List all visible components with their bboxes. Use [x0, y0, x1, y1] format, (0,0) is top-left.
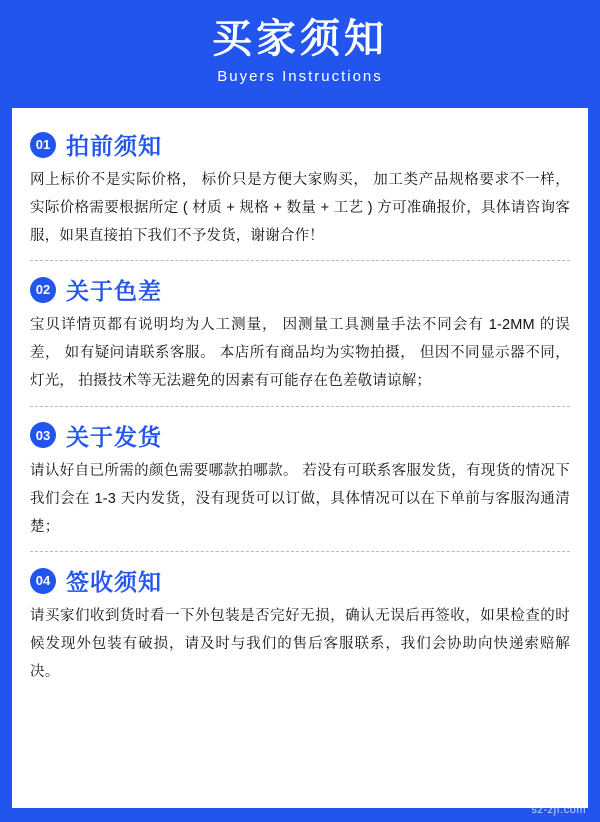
section-receiving: [30, 564, 570, 686]
section-divider: [30, 406, 570, 407]
content-card: [12, 108, 588, 808]
section-header: [30, 564, 570, 597]
section-number-badge: 04: [30, 568, 56, 594]
section-title: 关于色差: [66, 278, 162, 305]
section-divider: [30, 260, 570, 261]
footer-line-2: 详情请咨询客服，谢谢合作！: [16, 788, 192, 804]
section-header: [30, 128, 570, 161]
page-subtitle: Buyers Instructions: [217, 68, 383, 85]
section-body: 宝贝详情页都有说明均为人工测量， 因测量工具测量手法不同会有 1-2MM 的误差， 如有疑问请联系客服。 本店所有商品均为实物拍摄， 但因不同显示器不同，灯光， 拍摄技术等无法避免的因素有可能存在色差敬请谅解；: [30, 317, 570, 390]
section-title: 关于发货: [66, 423, 162, 450]
section-body: 网上标价不是实际价格， 标价只是方便大家购买， 加工类产品规格要求不一样， 实际价格需要根据所定 ( 材质 + 规格 + 数量 + 工艺 ) 方可准确报价，具体请咨询客服，如果直接拍下我们不予发货，谢谢合作！: [30, 172, 570, 244]
section-shipping: [30, 419, 570, 541]
section-title: 拍前须知: [66, 133, 162, 159]
section-pre-purchase: [30, 128, 570, 250]
section-body: 请买家们收到货时看一下外包装是否完好无损，确认无误后再签收，如果检查的时候发现外包装有破损，请及时与我们的售后客服联系，我们会协助向快递索赔解决。: [30, 608, 570, 681]
footer-note: [0, 761, 600, 808]
section-header: [30, 273, 570, 306]
section-header: [30, 419, 570, 452]
section-body: 请认好自已所需的颜色需要哪款拍哪款。 若没有可联系客服发货，有现货的情况下我们会在 1-3 天内发货，没有现货可以订做，具体情况可以在下单前与客服沟通清楚；: [30, 462, 570, 535]
page-title: 买家须知: [212, 17, 388, 61]
section-title: 签收须知: [66, 569, 162, 596]
watermark-text: sz-zjf.com: [531, 804, 586, 816]
page-header: [0, 0, 600, 85]
section-color-difference: [30, 273, 570, 395]
section-number-badge: 02: [30, 277, 56, 303]
section-number-badge: 01: [30, 132, 56, 158]
section-number-badge: 03: [30, 422, 56, 448]
section-divider: [30, 551, 570, 552]
footer-line-1: 温馨提示：本店成交价格一律不含税，如果需要开发票需要另外加收税点，: [16, 764, 462, 780]
